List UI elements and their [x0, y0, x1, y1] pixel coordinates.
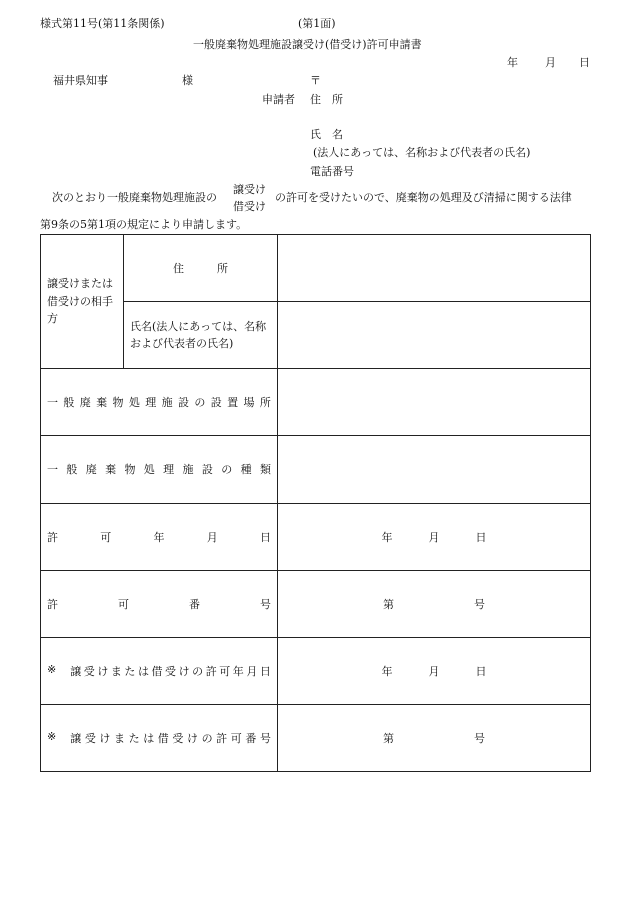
transfer-number-label-char: け	[186, 731, 198, 745]
document-title: 一般廃棄物処理施設譲受け(借受け)許可申請書	[193, 38, 422, 51]
facility-type-label-char: 棄	[105, 463, 117, 477]
facility-type-label-cell	[41, 436, 278, 503]
transfer-date-label-char: ま	[110, 664, 122, 678]
addressee-honorific: 様	[182, 74, 193, 87]
table-row	[41, 436, 591, 503]
transfer-number-label-char: は	[143, 731, 155, 745]
facility-type-label-char: 一	[47, 463, 58, 477]
facility-location-label	[41, 394, 277, 410]
facility-type-label-char: 理	[163, 463, 175, 477]
transfer-number-value[interactable]	[278, 704, 591, 771]
transfer-date-label-char: は	[137, 664, 149, 678]
transfer-date-month: 月	[428, 664, 440, 678]
permit-date-year: 年	[381, 530, 393, 544]
transfer-date-label	[41, 663, 277, 679]
facility-type-label-char: 設	[201, 463, 213, 477]
facility-location-label-char: 理	[145, 396, 157, 410]
applicant-address-label: 住 所	[310, 93, 343, 106]
facility-location-label-char: 廃	[79, 396, 91, 410]
transfer-date-label-char: た	[124, 664, 136, 678]
transfer-type-options	[233, 181, 266, 215]
body-text-line2: 第9条の5第1項の規定により申請します。	[40, 218, 248, 231]
transfer-date-label-char: 譲	[70, 664, 82, 678]
party-label-cell	[41, 235, 124, 369]
body-text-after: の許可を受けたいので、廃棄物の処理及び清掃に関する法律	[275, 191, 572, 204]
facility-location-label-char: 一	[47, 396, 58, 410]
applicant-name-label: 氏 名	[310, 128, 343, 141]
party-address-value[interactable]	[278, 235, 591, 302]
transfer-number-label-char: 号	[259, 731, 271, 745]
facility-location-label-char: 物	[112, 396, 124, 410]
transfer-number-label-char: 許	[216, 731, 228, 745]
party-address-label-cell	[124, 235, 278, 302]
facility-type-label-char: 施	[182, 463, 194, 477]
transfer-date-label-char: 可	[219, 664, 231, 678]
facility-location-label-char: 設	[210, 396, 222, 410]
permit-date-label-char: 許	[47, 530, 58, 544]
permit-number-label-cell	[41, 570, 278, 637]
transfer-number-label-char: 可	[230, 731, 242, 745]
facility-location-label-char: 処	[128, 396, 140, 410]
permit-date-label-char: 日	[260, 530, 271, 544]
transfer-number-label-char: 受	[84, 731, 96, 745]
transfer-number-label-char: の	[201, 731, 213, 745]
facility-location-value[interactable]	[278, 369, 591, 436]
party-name-label: 氏名(法人にあっては、名称および代表者の氏名)	[130, 319, 267, 351]
table-row	[41, 570, 591, 637]
transfer-number-label-char: け	[99, 731, 111, 745]
facility-type-label-char: 処	[143, 463, 155, 477]
transfer-date-label-char: 借	[151, 664, 163, 678]
option-transfer: 譲受け	[233, 183, 266, 196]
table-row	[41, 235, 591, 302]
postal-mark: 〒	[310, 74, 321, 87]
permit-date-value[interactable]	[278, 503, 591, 570]
transfer-number-label-char: 譲	[70, 731, 82, 745]
facility-location-label-char: の	[194, 396, 206, 410]
facility-location-label-char: 施	[161, 396, 173, 410]
addressee-name: 福井県知事	[53, 74, 108, 87]
permit-number-label-char: 許	[47, 597, 58, 611]
transfer-date-value[interactable]	[278, 637, 591, 704]
table-row	[41, 637, 591, 704]
permit-date-label-char: 年	[153, 530, 165, 544]
note-mark: ※	[47, 729, 57, 743]
transfer-number-label-char: 受	[172, 731, 184, 745]
note-mark: ※	[47, 662, 57, 676]
permit-number-suffix: 号	[474, 597, 485, 611]
body-text-before: 次のとおり一般廃棄物処理施設の	[52, 191, 217, 204]
permit-number-label-char: 可	[118, 597, 129, 611]
table-row	[41, 503, 591, 570]
transfer-date-label-char: 日	[259, 664, 271, 678]
transfer-number-label-char: た	[128, 731, 140, 745]
date-day: 日	[579, 56, 590, 69]
facility-location-label-cell	[41, 369, 278, 436]
transfer-number-label-char: 番	[245, 731, 257, 745]
permit-number-label-char: 番	[189, 597, 200, 611]
applicant-label: 申請者	[262, 93, 295, 106]
option-lease: 借受け	[233, 200, 266, 214]
facility-type-label-char: 般	[66, 463, 78, 477]
transfer-number-label-char: 借	[157, 731, 169, 745]
transfer-date-label-char: 受	[83, 664, 95, 678]
table-row	[41, 704, 591, 771]
page-indicator: (第1面)	[298, 17, 336, 30]
transfer-date-year: 年	[381, 664, 393, 678]
permit-date-label-char: 月	[206, 530, 218, 544]
transfer-date-label-cell	[41, 637, 278, 704]
permit-number-value[interactable]	[278, 570, 591, 637]
transfer-date-label-char: 許	[205, 664, 217, 678]
permit-date-label-cell	[41, 503, 278, 570]
transfer-number-label-cell	[41, 704, 278, 771]
permit-number-label	[41, 596, 277, 612]
form-number: 様式第11号(第11条関係)	[40, 17, 165, 30]
permit-date-label	[41, 529, 277, 545]
party-name-label-cell	[124, 302, 278, 369]
transfer-number-suffix: 号	[474, 731, 485, 745]
party-name-value[interactable]	[278, 302, 591, 369]
transfer-date-label-char: の	[192, 664, 204, 678]
facility-location-label-char: 置	[227, 396, 239, 410]
facility-location-label-char: 所	[259, 396, 271, 410]
transfer-date-day: 日	[475, 664, 487, 678]
permit-number-prefix: 第	[383, 597, 394, 611]
applicant-name-note: (法人にあっては、名称および代表者の氏名)	[313, 146, 531, 159]
facility-type-label-char: 物	[124, 463, 136, 477]
permit-date-day: 日	[475, 530, 487, 544]
permit-date-month: 月	[428, 530, 440, 544]
party-label: 譲受けまたは借受けの相手方	[47, 277, 113, 326]
permit-date-label-char: 可	[100, 530, 112, 544]
transfer-date-label-char: 受	[165, 664, 177, 678]
transfer-number-prefix: 第	[383, 731, 394, 745]
facility-type-value[interactable]	[278, 436, 591, 503]
facility-location-label-char: 般	[63, 396, 75, 410]
applicant-phone-label: 電話番号	[310, 165, 354, 178]
transfer-number-label	[41, 730, 277, 746]
party-address-label: 住 所	[173, 262, 228, 276]
date-month: 月	[545, 56, 556, 69]
transfer-number-label-char: ま	[114, 731, 125, 745]
facility-type-label	[41, 461, 277, 477]
facility-type-label-char: の	[221, 463, 233, 477]
permit-number-label-char: 号	[260, 597, 271, 611]
table-row	[41, 302, 591, 369]
transfer-date-label-char: 月	[246, 664, 258, 678]
table-row	[41, 369, 591, 436]
facility-location-label-char: 棄	[96, 396, 108, 410]
date-year: 年	[507, 56, 518, 69]
transfer-date-label-char: 年	[232, 664, 244, 678]
facility-type-label-char: 種	[240, 463, 252, 477]
facility-location-label-char: 設	[178, 396, 189, 410]
transfer-date-label-char: け	[178, 664, 190, 678]
facility-location-label-char: 場	[243, 396, 255, 410]
transfer-date-label-char: け	[97, 664, 109, 678]
application-form-table	[40, 234, 591, 772]
facility-type-label-char: 類	[259, 463, 271, 477]
facility-type-label-char: 廃	[85, 463, 97, 477]
